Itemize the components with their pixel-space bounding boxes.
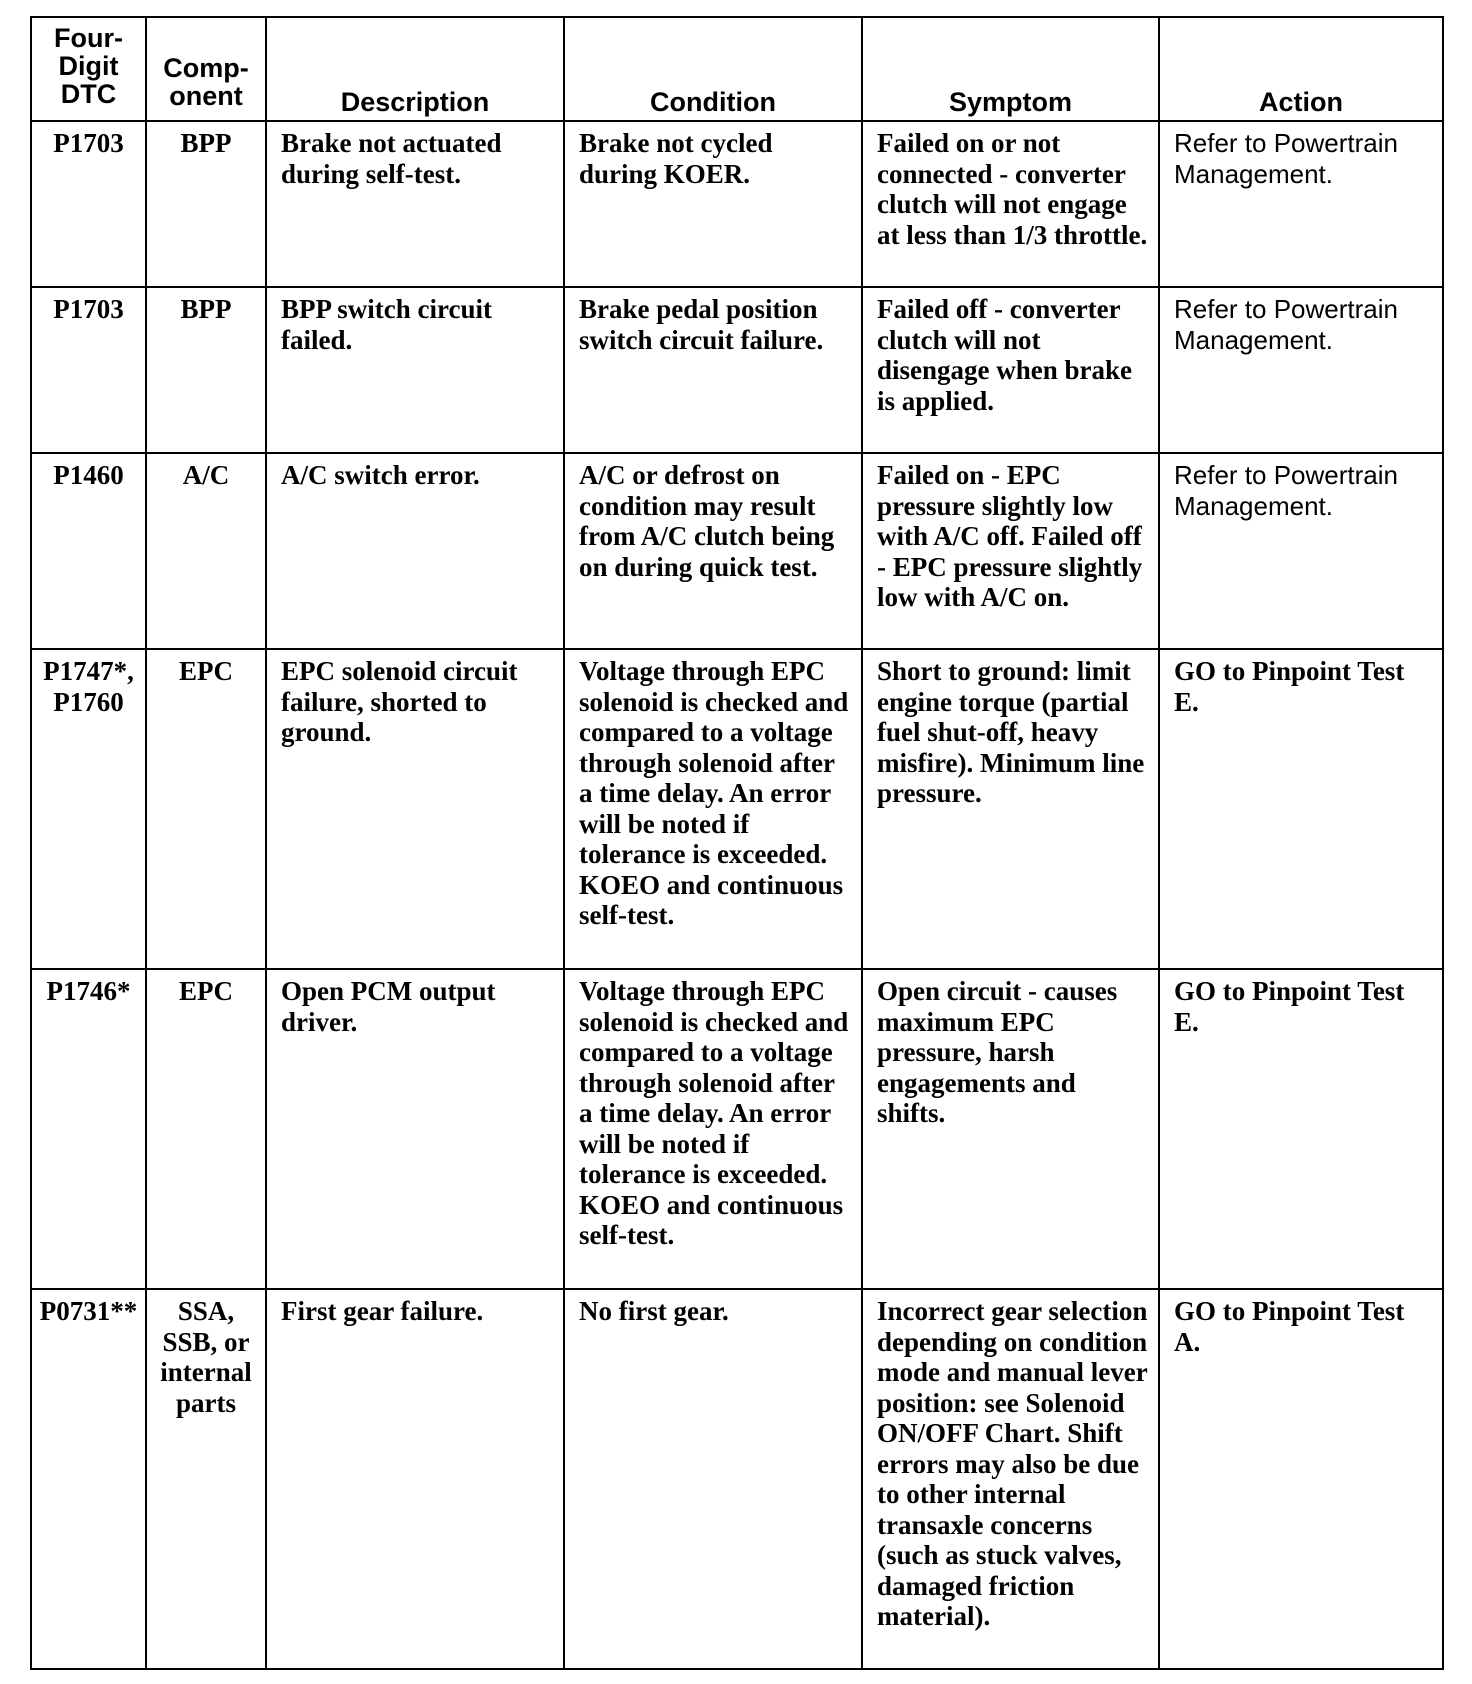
condition-cell: No first gear. — [564, 1289, 862, 1669]
condition-cell: Voltage through EPC solenoid is checked and compared to a voltage through solenoid after a time delay. An error will be noted if tolerance is exceeded. KOEO and continuous self-test. — [564, 649, 862, 969]
dtc-cell: P1460 — [31, 453, 146, 649]
dtc-cell: P1703 — [31, 287, 146, 453]
action-cell: Refer to Powertrain Management. — [1159, 287, 1443, 453]
header-dtc: Four- Digit DTC — [31, 17, 146, 121]
component-cell: EPC — [146, 649, 266, 969]
header-row — [31, 17, 1443, 121]
symptom-cell: Failed on - EPC pressure slightly low with A/C off. Failed off - EPC pressure slightly low with A/C on. — [862, 453, 1159, 649]
dtc-cell: P1746* — [31, 969, 146, 1289]
component-cell: BPP — [146, 287, 266, 453]
action-cell: GO to Pinpoint Test E. — [1159, 969, 1443, 1289]
action-cell: Refer to Powertrain Management. — [1159, 453, 1443, 649]
table-row — [31, 1289, 1443, 1669]
description-cell: A/C switch error. — [266, 453, 564, 649]
header-symptom: Symptom — [862, 17, 1159, 121]
action-cell: Refer to Powertrain Management. — [1159, 121, 1443, 287]
symptom-cell: Short to ground: limit engine torque (partial fuel shut-off, heavy misfire). Minimum line pressure. — [862, 649, 1159, 969]
table-row — [31, 969, 1443, 1289]
table-row — [31, 121, 1443, 287]
component-cell: BPP — [146, 121, 266, 287]
symptom-cell: Failed on or not connected - converter clutch will not engage at less than 1/3 throttle. — [862, 121, 1159, 287]
description-cell: Open PCM output driver. — [266, 969, 564, 1289]
condition-cell: A/C or defrost on condition may result from A/C clutch being on during quick test. — [564, 453, 862, 649]
dtc-cell: P1703 — [31, 121, 146, 287]
dtc-cell: P1747*, P1760 — [31, 649, 146, 969]
action-cell: GO to Pinpoint Test A. — [1159, 1289, 1443, 1669]
description-cell: Brake not actuated during self-test. — [266, 121, 564, 287]
symptom-cell: Failed off - converter clutch will not disengage when brake is applied. — [862, 287, 1159, 453]
description-cell: BPP switch circuit failed. — [266, 287, 564, 453]
header-action: Action — [1159, 17, 1443, 121]
description-cell: First gear failure. — [266, 1289, 564, 1669]
component-cell: EPC — [146, 969, 266, 1289]
table-row — [31, 453, 1443, 649]
symptom-cell: Incorrect gear selection depending on condition mode and manual lever position: see Solenoid ON/OFF Chart. Shift errors may also be due to other internal transaxle concerns (such as stuck valves, damaged friction material). — [862, 1289, 1159, 1669]
header-condition: Condition — [564, 17, 862, 121]
description-cell: EPC solenoid circuit failure, shorted to ground. — [266, 649, 564, 969]
condition-cell: Voltage through EPC solenoid is checked and compared to a voltage through solenoid after a time delay. An error will be noted if tolerance is exceeded. KOEO and continuous self-test. — [564, 969, 862, 1289]
component-cell: SSA, SSB, or internal parts — [146, 1289, 266, 1669]
dtc-cell: P0731** — [31, 1289, 146, 1669]
symptom-cell: Open circuit - causes maximum EPC pressure, harsh engagements and shifts. — [862, 969, 1159, 1289]
component-cell: A/C — [146, 453, 266, 649]
action-cell: GO to Pinpoint Test E. — [1159, 649, 1443, 969]
table-row — [31, 649, 1443, 969]
header-description: Description — [266, 17, 564, 121]
table-row — [31, 287, 1443, 453]
dtc-table — [30, 16, 1444, 1670]
condition-cell: Brake not cycled during KOER. — [564, 121, 862, 287]
condition-cell: Brake pedal position switch circuit failure. — [564, 287, 862, 453]
header-component: Comp- onent — [146, 17, 266, 121]
